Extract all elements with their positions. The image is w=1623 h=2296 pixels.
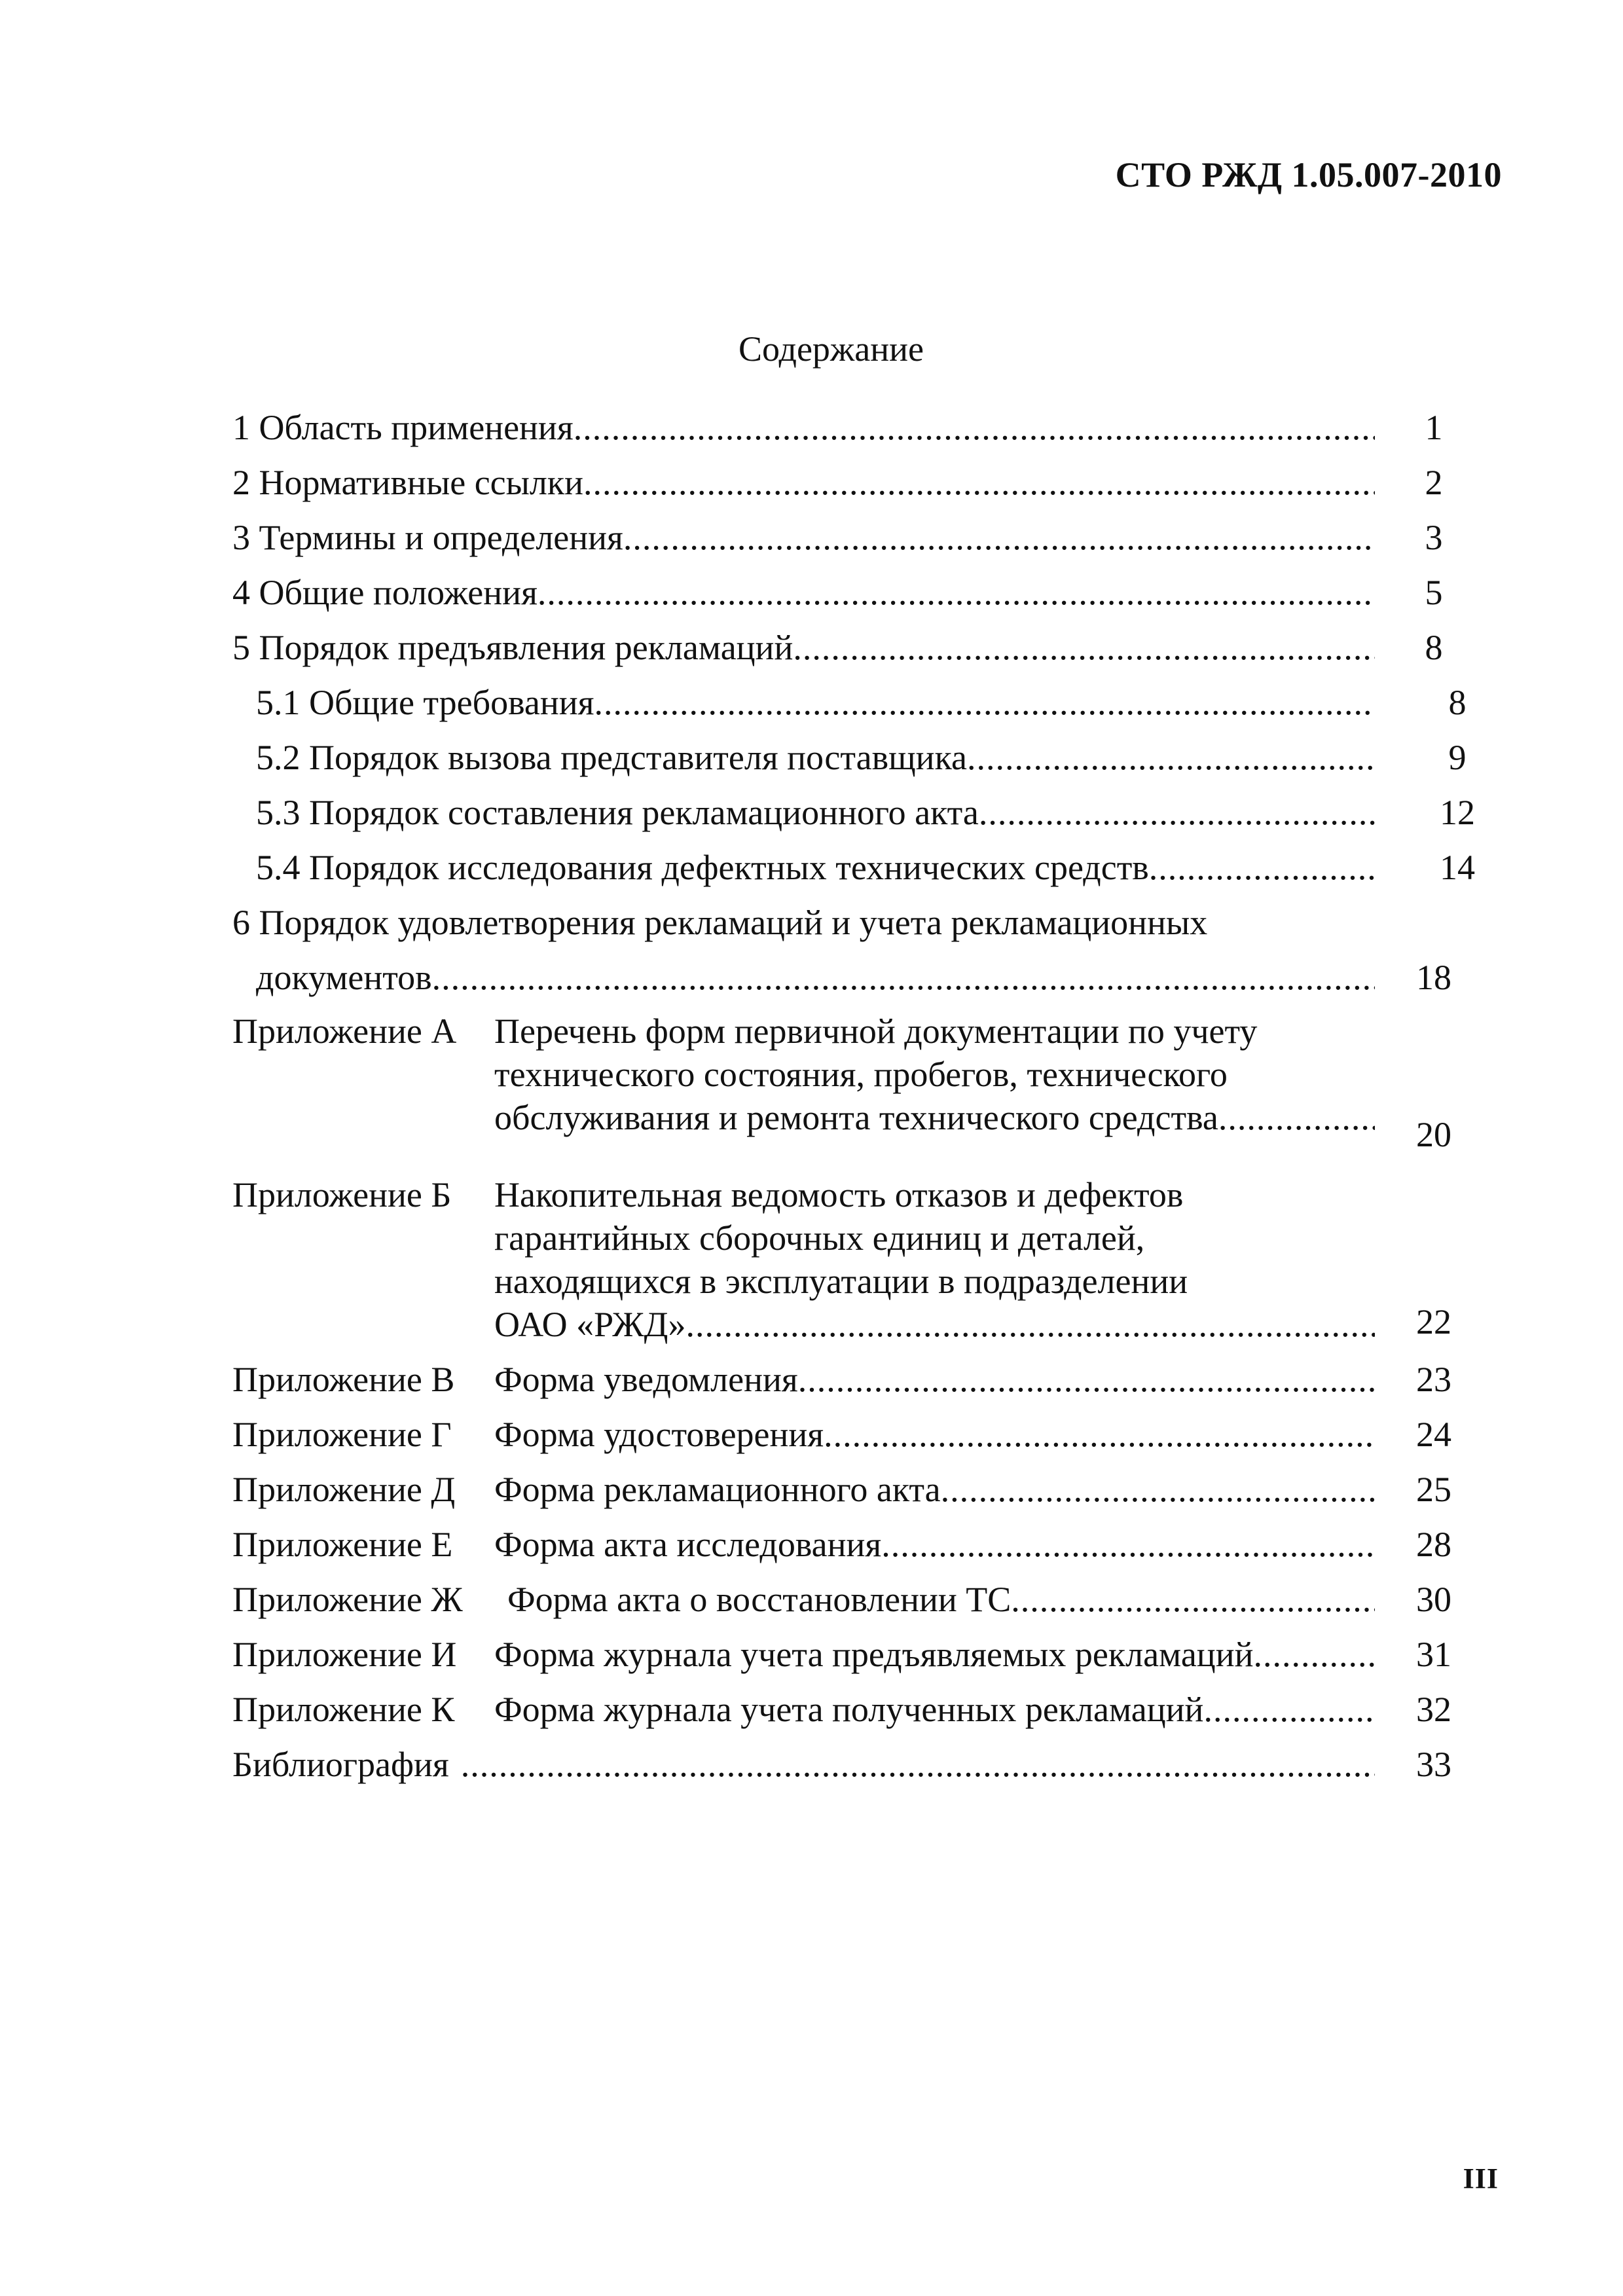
toc-entry-label-cont: ОАО «РЖД» bbox=[494, 1305, 686, 1344]
toc-entry-label: 4 Общие положения bbox=[232, 573, 538, 612]
dot-leader bbox=[583, 461, 1375, 504]
toc-entry-page: 2 bbox=[1425, 463, 1443, 502]
toc-entry-label: 1 Область применения bbox=[232, 408, 574, 447]
toc-appendix bbox=[232, 1468, 1480, 1523]
dot-leader bbox=[1254, 1633, 1376, 1676]
dot-leader bbox=[623, 516, 1375, 559]
appendix-prefix: Приложение Д bbox=[232, 1470, 456, 1509]
toc-entry-label-cont: технического состояния, пробегов, технического bbox=[494, 1055, 1228, 1094]
toc-entry-label: Перечень форм первичной документации по учету bbox=[494, 1011, 1258, 1051]
toc-entry-page: 30 bbox=[1416, 1580, 1451, 1619]
dot-leader bbox=[594, 681, 1375, 724]
toc-title: Содержание bbox=[739, 329, 924, 369]
toc-entry-label: 5.4 Порядок исследования дефектных технических средств bbox=[256, 848, 1149, 887]
appendix-prefix: Приложение Б bbox=[232, 1175, 452, 1214]
dot-leader bbox=[1218, 1096, 1375, 1139]
toc-entry-label-cont: гарантийных сборочных единиц и деталей, bbox=[494, 1218, 1145, 1258]
toc-entry-page: 1 bbox=[1425, 408, 1443, 447]
toc-entry-label: Форма журнала учета предъявляемых рекламаций bbox=[494, 1635, 1254, 1674]
toc-entry-label-cont: документов bbox=[256, 958, 432, 997]
toc-entry-label: 5.3 Порядок составления рекламационного акта bbox=[256, 793, 979, 832]
toc-entry-label: Форма акта о восстановлении ТС bbox=[507, 1580, 1012, 1619]
dot-leader bbox=[798, 1358, 1375, 1401]
toc-entry bbox=[232, 571, 1480, 626]
toc-entry-label: 5.1 Общие требования bbox=[256, 683, 594, 722]
toc-appendix bbox=[232, 1688, 1480, 1743]
dot-leader bbox=[941, 1468, 1375, 1511]
appendix-prefix: Приложение Ж bbox=[232, 1580, 463, 1619]
toc-entry bbox=[232, 461, 1480, 516]
toc-entry-page: 31 bbox=[1416, 1635, 1451, 1674]
appendix-prefix: Приложение А bbox=[232, 1011, 457, 1051]
dot-leader bbox=[824, 1413, 1375, 1456]
toc-entry-page: 12 bbox=[1440, 793, 1475, 832]
toc-appendix bbox=[232, 1523, 1480, 1578]
appendix-prefix: Приложение Г bbox=[232, 1415, 452, 1454]
toc-entry-page: 22 bbox=[1416, 1302, 1451, 1341]
toc-entry-label: Форма уведомления bbox=[494, 1360, 798, 1399]
dot-leader bbox=[1149, 846, 1375, 889]
toc-appendix bbox=[232, 1173, 1480, 1358]
toc-subentry bbox=[232, 736, 1503, 791]
toc-entry-label: 5 Порядок предъявления рекламаций bbox=[232, 628, 793, 667]
toc-entry-page: 25 bbox=[1416, 1470, 1451, 1509]
toc-appendix bbox=[232, 1358, 1480, 1413]
dot-leader bbox=[793, 626, 1375, 669]
dot-leader bbox=[979, 791, 1375, 834]
toc-subentry bbox=[232, 791, 1503, 846]
toc-appendix bbox=[232, 1578, 1480, 1633]
dot-leader bbox=[449, 1743, 1375, 1786]
toc-entry-label: Форма акта исследования bbox=[494, 1525, 882, 1564]
toc-entry-page: 9 bbox=[1448, 738, 1467, 777]
toc-entry-page: 24 bbox=[1416, 1415, 1451, 1454]
toc-entry-page: 28 bbox=[1416, 1525, 1451, 1564]
toc-entry bbox=[232, 406, 1480, 461]
dot-leader bbox=[685, 1303, 1375, 1346]
toc-entry-label: 3 Термины и определения bbox=[232, 518, 623, 557]
toc-entry-label: Форма удостоверения bbox=[494, 1415, 824, 1454]
toc-entry-label: Форма рекламационного акта bbox=[494, 1470, 941, 1509]
toc-entry-label: Библиография bbox=[232, 1745, 449, 1784]
toc-entry-label-cont: находящихся в эксплуатации в подразделении bbox=[494, 1262, 1188, 1301]
toc-subentry bbox=[232, 681, 1503, 736]
toc-entry-label: 5.2 Порядок вызова представителя поставщика bbox=[256, 738, 967, 777]
appendix-prefix: Приложение Е bbox=[232, 1525, 453, 1564]
toc-entry-page: 23 bbox=[1416, 1360, 1451, 1399]
appendix-prefix: Приложение К bbox=[232, 1690, 455, 1729]
appendix-prefix: Приложение И bbox=[232, 1635, 457, 1674]
dot-leader bbox=[1011, 1578, 1375, 1621]
toc-entry-page: 8 bbox=[1425, 628, 1443, 667]
table-of-contents bbox=[232, 406, 1480, 1798]
toc-appendix bbox=[232, 1413, 1480, 1468]
toc-entry-label-cont: обслуживания и ремонта технического средства bbox=[494, 1098, 1218, 1137]
page-number: III bbox=[1463, 2162, 1499, 2195]
dot-leader bbox=[538, 571, 1375, 614]
toc-entry-page: 8 bbox=[1448, 683, 1467, 722]
toc-entry-label: Накопительная ведомость отказов и дефектов bbox=[494, 1175, 1184, 1214]
toc-entry bbox=[232, 901, 1480, 1010]
toc-appendix bbox=[232, 1633, 1480, 1688]
toc-subentry bbox=[232, 846, 1503, 901]
toc-appendix bbox=[232, 1010, 1480, 1173]
dot-leader bbox=[432, 956, 1375, 999]
dot-leader bbox=[574, 406, 1375, 449]
toc-bibliography bbox=[232, 1743, 1480, 1798]
dot-leader bbox=[967, 736, 1375, 779]
document-code: СТО РЖД 1.05.007-2010 bbox=[1115, 155, 1502, 194]
toc-entry-label: 6 Порядок удовлетворения рекламаций и учета рекламационных bbox=[232, 903, 1208, 942]
toc-entry-page: 32 bbox=[1416, 1690, 1451, 1729]
toc-entry-page: 3 bbox=[1425, 518, 1443, 557]
toc-entry-page: 33 bbox=[1416, 1745, 1451, 1784]
toc-entry-page: 20 bbox=[1416, 1115, 1451, 1154]
toc-entry-label: 2 Нормативные ссылки bbox=[232, 463, 583, 502]
toc-entry-page: 5 bbox=[1425, 573, 1443, 612]
toc-entry bbox=[232, 516, 1480, 571]
dot-leader bbox=[881, 1523, 1375, 1566]
toc-entry bbox=[232, 626, 1480, 681]
dot-leader bbox=[1203, 1688, 1375, 1731]
appendix-prefix: Приложение В bbox=[232, 1360, 455, 1399]
toc-entry-page: 14 bbox=[1440, 848, 1475, 887]
toc-entry-page: 18 bbox=[1416, 958, 1451, 997]
toc-entry-label: Форма журнала учета полученных рекламаций bbox=[494, 1690, 1204, 1729]
